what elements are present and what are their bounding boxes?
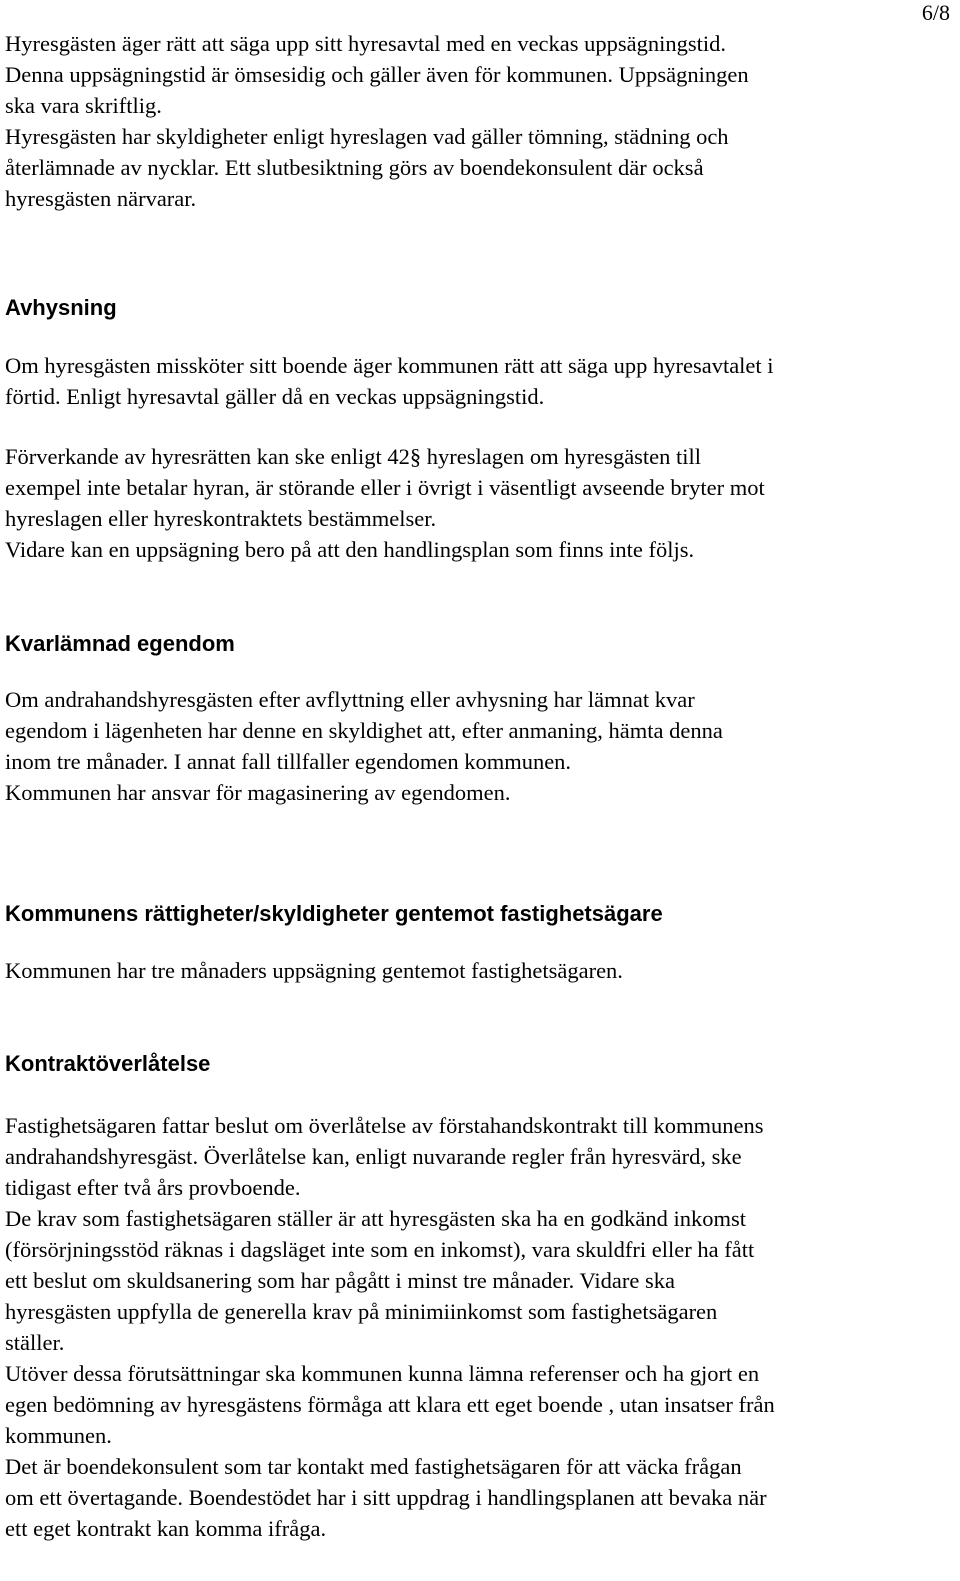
text-line: Kommunen har tre månaders uppsägning gentemot fastighetsägaren. [5,958,623,983]
kvarlamnad-paragraph-2 [5,777,957,808]
heading-kvarlamnad-egendom: Kvarlämnad egendom [5,631,235,656]
text-line: De krav som fastighetsägaren ställer är att hyresgästen ska ha en godkänd inkomst [5,1206,747,1231]
text-line: hyresgästen närvarar. [5,186,197,211]
text-line: kommunen. [5,1423,112,1448]
intro-paragraph-1 [5,28,957,121]
text-line: ett eget kontrakt kan komma ifråga. [5,1516,327,1541]
text-line: hyresgästen uppfylla de generella krav på minimiinkomst som fastighetsägaren [5,1299,718,1324]
text-line: Om andrahandshyresgästen efter avflyttning eller avhysning har lämnat kvar [5,687,695,712]
avhysning-paragraph-2 [5,441,957,534]
text-line: hyreslagen eller hyreskontraktets bestämmelser. [5,506,437,531]
text-line: (försörjningsstöd räknas i dagsläget inte som en inkomst), vara skuldfri eller ha fått [5,1237,755,1262]
kontrakt-paragraph-1 [5,1110,957,1203]
text-line: förtid. Enligt hyresavtal gäller då en veckas uppsägningstid. [5,384,545,409]
text-line: Det är boendekonsulent som tar kontakt med fastighetsägaren för att väcka frågan [5,1454,742,1479]
text-line: exempel inte betalar hyran, är störande eller i övrigt i väsentligt avseende bryter mot [5,475,765,500]
text-line: andrahandshyresgäst. Överlåtelse kan, enligt nuvarande regler från hyresvärd, ske [5,1144,742,1169]
avhysning-paragraph-1 [5,350,957,412]
text-line: egendom i lägenheten har denne en skyldighet att, efter anmaning, hämta denna [5,718,723,743]
text-line: tidigast efter två års provboende. [5,1175,301,1200]
heading-kontraktoverlatelse: Kontraktöverlåtelse [5,1051,211,1076]
text-line: återlämnade av nycklar. Ett slutbesiktning görs av boendekonsulent där också [5,155,704,180]
heading-kommunens-rattigheter: Kommunens rättigheter/skyldigheter gentemot fastighetsägare [5,901,663,926]
kvarlamnad-paragraph-1 [5,684,957,777]
intro-paragraph-2 [5,121,957,214]
rattigheter-paragraph-1 [5,955,957,986]
kontrakt-paragraph-4 [5,1451,957,1544]
text-line: om ett övertagande. Boendestödet har i sitt uppdrag i handlingsplanen att bevaka när [5,1485,767,1510]
text-line: Denna uppsägningstid är ömsesidig och gäller även för kommunen. Uppsägningen [5,62,749,87]
text-line: Hyresgästen äger rätt att säga upp sitt hyresavtal med en veckas uppsägningstid. [5,31,727,56]
kontrakt-paragraph-3 [5,1358,957,1451]
text-line: Utöver dessa förutsättningar ska kommunen kunna lämna referenser och ha gjort en [5,1361,760,1386]
page-number: 6/8 [921,0,950,25]
text-line: ska vara skriftlig. [5,93,162,118]
heading-avhysning: Avhysning [5,295,117,320]
text-line: inom tre månader. I annat fall tillfaller egendomen kommunen. [5,749,572,774]
text-line: Vidare kan en uppsägning bero på att den handlingsplan som finns inte följs. [5,537,695,562]
text-line: Hyresgästen har skyldigheter enligt hyreslagen vad gäller tömning, städning och [5,124,729,149]
text-line: ställer. [5,1330,65,1355]
text-line: Kommunen har ansvar för magasinering av egendomen. [5,780,511,805]
text-line: Fastighetsägaren fattar beslut om överlåtelse av förstahandskontrakt till kommunens [5,1113,764,1138]
text-line: Om hyresgästen missköter sitt boende äger kommunen rätt att säga upp hyresavtalet i [5,353,774,378]
avhysning-paragraph-3 [5,534,957,565]
text-line: Förverkande av hyresrätten kan ske enligt 42§ hyreslagen om hyresgästen till [5,444,702,469]
kontrakt-paragraph-2 [5,1203,957,1358]
text-line: ett beslut om skuldsanering som har pågått i minst tre månader. Vidare ska [5,1268,675,1293]
document-body [5,28,957,1544]
text-line: egen bedömning av hyresgästens förmåga att klara ett eget boende , utan insatser från [5,1392,775,1417]
